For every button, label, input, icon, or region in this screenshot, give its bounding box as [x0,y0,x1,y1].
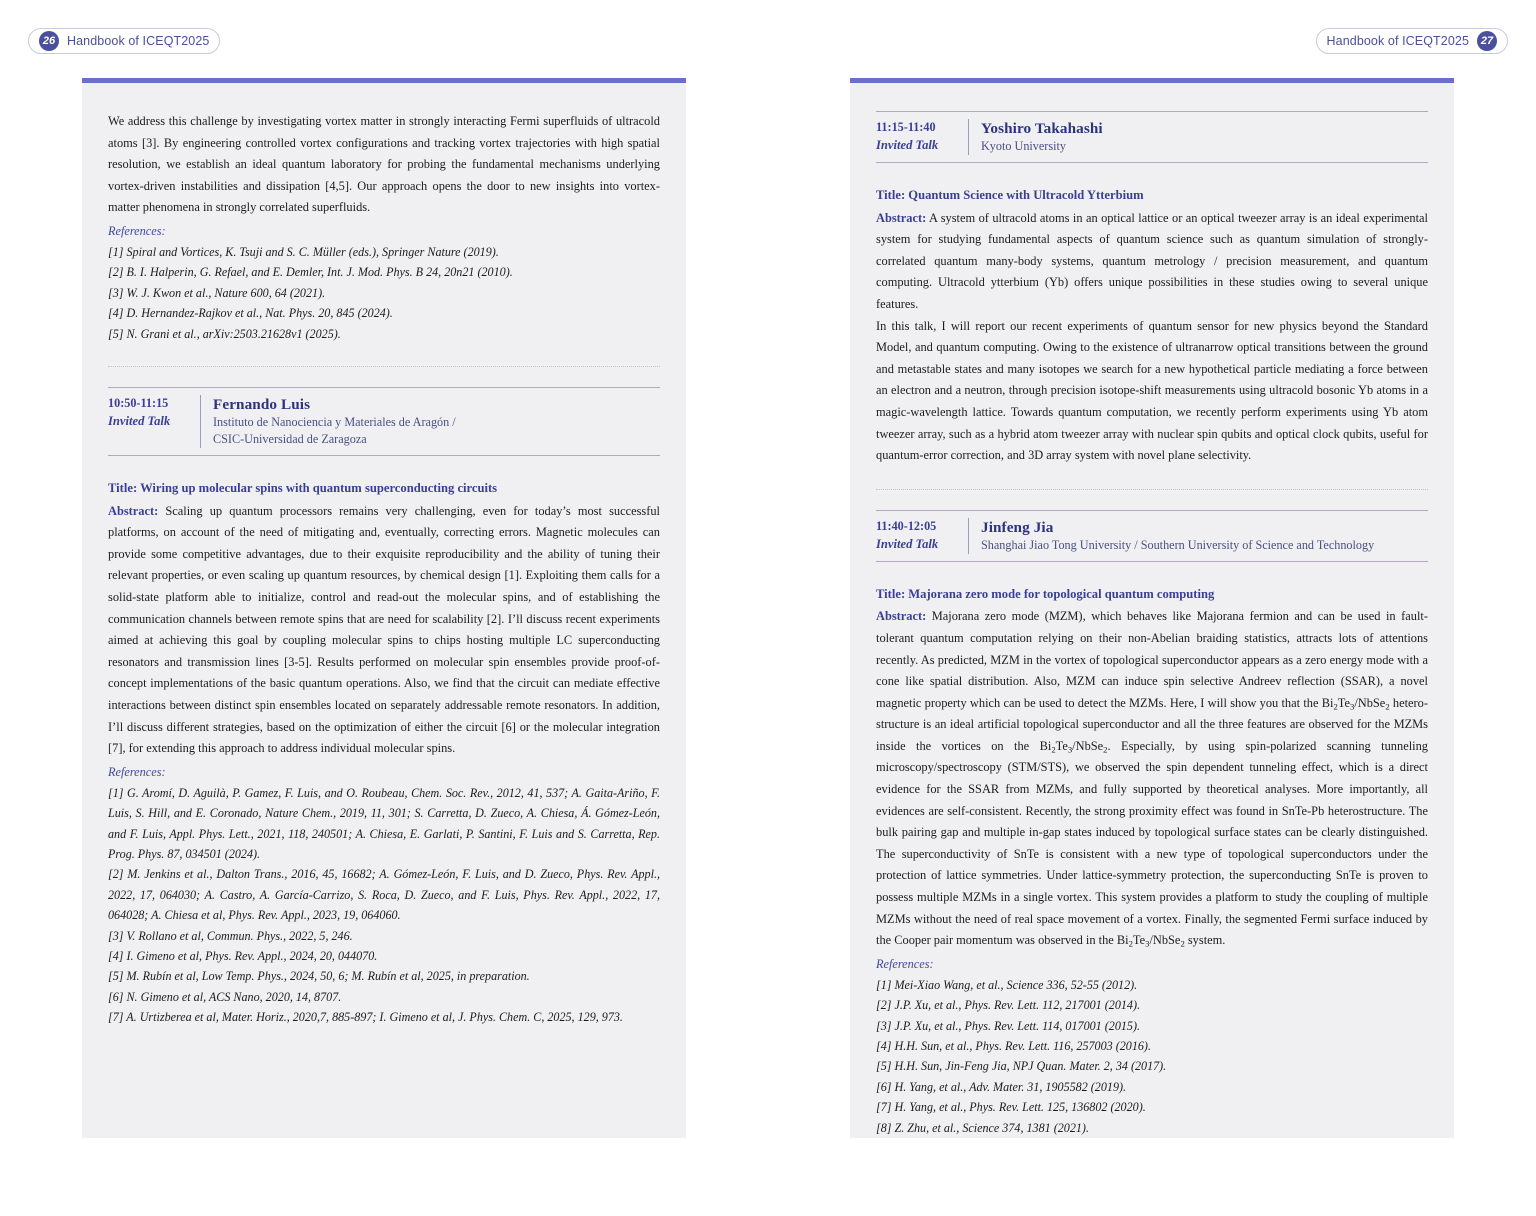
reference-item: [7] A. Urtizberea et al, Mater. Horiz., 2020,7, 885-897; I. Gimeno et al, J. Phys. Chem. C, 2025, 129, 973. [108,1010,623,1025]
right-page [768,0,1536,1216]
reference-item: [1] Mei-Xiao Wang, et al., Science 336, 52-55 (2012). [876,977,1138,992]
references-label-top: References: [108,223,166,238]
reference-item: [5] N. Grani et al., arXiv:2503.21628v1 (2025). [108,326,341,341]
chemical-formula-bi2te3-nbse2: $Bi_2Te_3/NbSe_2$ [1116,933,1185,949]
talk-title: Title: Wiring up molecular spins with quantum superconducting circuits [108,481,498,495]
abstract-text-part4: system. [1184,933,1226,948]
running-header-right [1316,28,1508,54]
speaker-affiliation-line2: CSIC-Universidad de Zaragoza [213,432,367,446]
reference-item: [7] H. Yang, et al., Phys. Rev. Lett. 125, 136802 (2020). [876,1100,1146,1115]
running-header-label: Handbook of ICEQT2025 [67,34,210,48]
formula-subscript: 3 [1145,938,1150,949]
reference-item: [4] H.H. Sun, et al., Phys. Rev. Lett. 116, 257003 (2016). [876,1039,1151,1054]
talk-abstract-part2 [876,316,1428,467]
running-header-left [28,28,220,54]
reference-item: [3] J.P. Xu, et al., Phys. Rev. Lett. 114, 017001 (2015). [876,1018,1141,1033]
talk-type: Invited Talk [876,138,939,152]
right-page-sheet [850,78,1454,1138]
abstract-label: Abstract: [108,503,159,518]
talk-time-block [108,395,200,430]
formula-subscript: 2 [1385,701,1390,712]
reference-item: [3] W. J. Kwon et al., Nature 600, 64 (2021). [108,285,326,300]
talk-time: 11:15-11:40 [876,120,936,134]
talk-speaker-block [213,395,660,448]
abstract-label: Abstract: [876,210,927,225]
abstract-text-part2: hetero-structure is an ideal artificial topological superconductor and all the three features are observed for the MZMs inside the vortices on the [876,695,1428,753]
chemical-formula-bi2te3-nbse2: $Bi_2Te_3/NbSe_2$ [1039,738,1108,755]
abstract-text-part1: Majorana zero mode (MZM), which behaves like Majorana fermion and can be used in fault-tolerant quantum computation relying on their non-Abelian braiding statistics, attracts lots of attentions recently. As predicted, MZM in the vortex of topological superconductor appears as a zero energy mode with a cone like spatial distribution. Also, MZM can induce spin selective Andreev reflection (SSAR), a novel magnetic property which can be used to detect the MZMs. Here, I will show you that the [876,609,1428,710]
right-page-content [850,83,1454,1138]
formula-subscript: 2 [1128,938,1133,949]
speaker-affiliation-line1: Kyoto University [981,139,1066,153]
reference-item: [3] V. Rollano et al, Commun. Phys., 2022, 5, 246. [108,928,353,943]
formula-subscript: 3 [1350,701,1355,712]
references-list-talk [876,975,1428,1138]
talk-speaker-block [981,518,1428,554]
reference-item: [1] G. Aromí, D. Aguilà, P. Gamez, F. Luis, and O. Roubeau, Chem. Soc. Rev., 2012, 41, 537; A. Gaita-Ariño, F. Luis, S. Hill, and E. Coronado, Nature Chem., 2019, 11, 301; S. Carretta, D. Zueco, A. Chiesa, Á. Gómez-León, and F. Luis, Appl. Phys. Lett., 2021, 118, 240501; A. Chiesa, E. Garlati, P. Santini, F. Luis and S. Carretta, Rep. Prog. Phys. 87, 034501 (2024). [108,785,660,861]
reference-item: [6] N. Gimeno et al, ACS Nano, 2020, 14, 8707. [108,989,342,1004]
references-list-talk [108,783,660,1028]
vertical-divider [968,119,969,155]
left-page-content [82,83,686,1138]
talk-title: Title: Majorana zero mode for topological quantum computing [876,586,1215,601]
abstract-text: In this talk, I will report our recent experiments of quantum sensor for new physics beyond the Standard Model, and quantum computing. Owing to the existence of ultranarrow optical transitions between the ground and metastable states and many isotopes we search for a new hypothetical particle mediating a force between an electron and a neutron, through precision isotope-shift measurements using ultracold bosonic Yb atoms in a magic-wavelength lattice. Towards quantum computation, we recently perform experiments using Yb atom tweezer array, such as a hybrid atom tweezer array with nuclear spin qubits and optical clock qubits, useful for quantum-error correction, and 3D array system with novel plane selectivity. [876,318,1428,463]
formula-subscript: 3 [1067,744,1073,755]
reference-item: [5] H.H. Sun, Jin-Feng Jia, NPJ Quan. Mater. 2, 34 (2017). [876,1059,1167,1074]
formula-subscript: 2 [1180,938,1185,949]
talk-abstract-part1 [876,208,1428,316]
reference-item: [5] M. Rubín et al, Low Temp. Phys., 2024, 50, 6; M. Rubín et al, 2025, in preparation. [108,969,530,984]
abstract-text-part3: . Especially, by using spin-polarized scanning tunneling microscopy/spectroscopy (STM/STS), we observed the spin dependent tunneling effect, which is a direct evidence for the SSAR from MZMs, and fully supported by theoretical analyses. More importantly, all evidences are self-consistent. Recently, the strong proximity effect was found in SnTe-Pb heterostructure. The bulk pairing gap and multiple in-gap states induced by topological surface states can be clearly distinguished. The superconductivity of SnTe is consistent with a new type of topological superconductors under the protection of lattice symmetries. Under lattice-symmetry protection, the superconducting SnTe is proven to possess multiple MZMs in a single vortex. This system provides a platform to study the coupling of multiple MZMs without the need of real space movement of a vortex. Finally, the segmented Fermi surface induced by the Cooper pair momentum was observed in the [876,738,1428,948]
speaker-name: Yoshiro Takahashi [981,120,1103,137]
reference-item: [2] B. I. Halperin, G. Refael, and E. Demler, Int. J. Mod. Phys. B 24, 20n21 (2010). [108,265,513,280]
formula-subscript: 2 [1051,744,1056,755]
reference-item: [1] Spiral and Vortices, K. Tsuji and S. C. Müller (eds.), Springer Nature (2019). [108,244,499,259]
speaker-affiliation-line1: Instituto de Nanociencia y Materiales de Aragón / [213,415,456,429]
abstract-text: A system of ultracold atoms in an optical lattice or an optical tweezer array is an ideal experimental system for studying fundamental aspects of quantum science such as quantum simulation of strongly-correlated quantum many-body systems, quantum metrology / precision measurement, and quantum computing. Ultracold ytterbium (Yb) offers unique possibilities in these studies owing to several unique features. [876,210,1428,311]
reference-item: [4] I. Gimeno et al, Phys. Rev. Appl., 2024, 20, 044070. [108,948,378,963]
talk-title: Title: Quantum Science with Ultracold Ytterbium [876,188,1144,202]
reference-item: [2] J.P. Xu, et al., Phys. Rev. Lett. 112, 217001 (2014). [876,998,1141,1013]
talk-type: Invited Talk [876,536,939,551]
page-number-badge: 26 [39,31,59,51]
vertical-divider [968,518,969,554]
speaker-name: Fernando Luis [213,396,311,413]
page-number-badge: 27 [1477,31,1497,51]
section-divider [108,366,660,367]
running-header-label: Handbook of ICEQT2025 [1326,34,1469,48]
references-list-top [108,242,660,344]
speaker-name: Jinfeng Jia [981,518,1054,536]
talk-time-block [876,119,968,154]
formula-subscript: 2 [1103,744,1108,755]
talk-time-block [876,518,968,553]
abstract-text: Scaling up quantum processors remains very challenging, even for today’s most successful platforms, on account of the need of mitigating and, eventually, correcting errors. Magnetic molecules can provide some competitive advantages, due to their exquisite reproducibility and the ability of tuning their relevant properties, or even scaling up quantum resources, by chemical design [1]. Exploiting them calls for a solid-state platform able to initialize, control and read-out the molecular spins, and of establishing the communication channels between remote spins that are need for scalability [2]. I’ll discuss recent experiments aimed at achieving this goal by coupling molecular spins to chips hosting multiple LC superconducting resonators and transmission lines [3-5]. Results performed on molecular spin ensembles provide proof-of-concept implementations of the basic quantum operations. Also, we find that the circuit can mediate effective interactions between distinct spin ensembles located on separately addressable remote resonators. In addition, I’ll discuss different strategies, based on the optimization of either the circuit [6] or the molecular integration [7], for extending this approach to address individual molecular spins. [108,503,660,756]
vertical-divider [200,395,201,448]
continued-paragraph: We address this challenge by investigating vortex matter in strongly interacting Fermi superfluids of ultracold atoms [3]. By engineering controlled vortex configurations and tracking vortex trajectories with high spatial resolution, we establish an ideal quantum laboratory for probing the fundamental mechanisms underlying vortex-driven instabilities and dissipation [4,5]. Our approach opens the door to new insights into vortex-matter phenomena in strongly correlated superfluids. [108,114,660,215]
talk-time: 11:40-12:05 [876,518,937,533]
talk-header-yoshiro-takahashi [876,111,1428,163]
talk-time: 10:50-11:15 [108,396,169,410]
talk-type: Invited Talk [108,414,171,428]
talk-speaker-block [981,119,1428,155]
talk-abstract [876,606,1428,952]
left-page-sheet [82,78,686,1138]
reference-item: [8] Z. Zhu, et al., Science 374, 1381 (2021). [876,1120,1089,1135]
reference-item: [6] H. Yang, et al., Adv. Mater. 31, 1905582 (2019). [876,1079,1127,1094]
section-divider [876,489,1428,490]
reference-item: [2] M. Jenkins et al., Dalton Trans., 2016, 45, 16682; A. Gómez-León, F. Luis, and D. Zueco, Phys. Rev. Appl., 2022, 17, 064030; A. Castro, A. García-Carrizo, S. Roca, D. Zueco, and F. Luis, Phys. Rev. Appl., 2022, 17, 064028; A. Chiesa et al, Phys. Rev. Appl., 2023, 19, 064060. [108,867,660,923]
talk-header-jinfeng-jia [876,510,1428,562]
talk-header-fernando-luis [108,387,660,456]
speaker-affiliation-line1: Shanghai Jiao Tong University / Southern University of Science and Technology [981,537,1375,552]
references-label-talk: References: [108,764,166,779]
references-label-talk: References: [876,956,934,971]
reference-item: [4] D. Hernandez-Rajkov et al., Nat. Phys. 20, 845 (2024). [108,306,393,321]
talk-abstract [108,501,660,760]
chemical-formula-bi2te3-nbse2: $Bi_2Te_3/NbSe_2$ [1321,695,1390,712]
formula-subscript: 2 [1333,701,1338,712]
abstract-label: Abstract: [876,609,927,624]
